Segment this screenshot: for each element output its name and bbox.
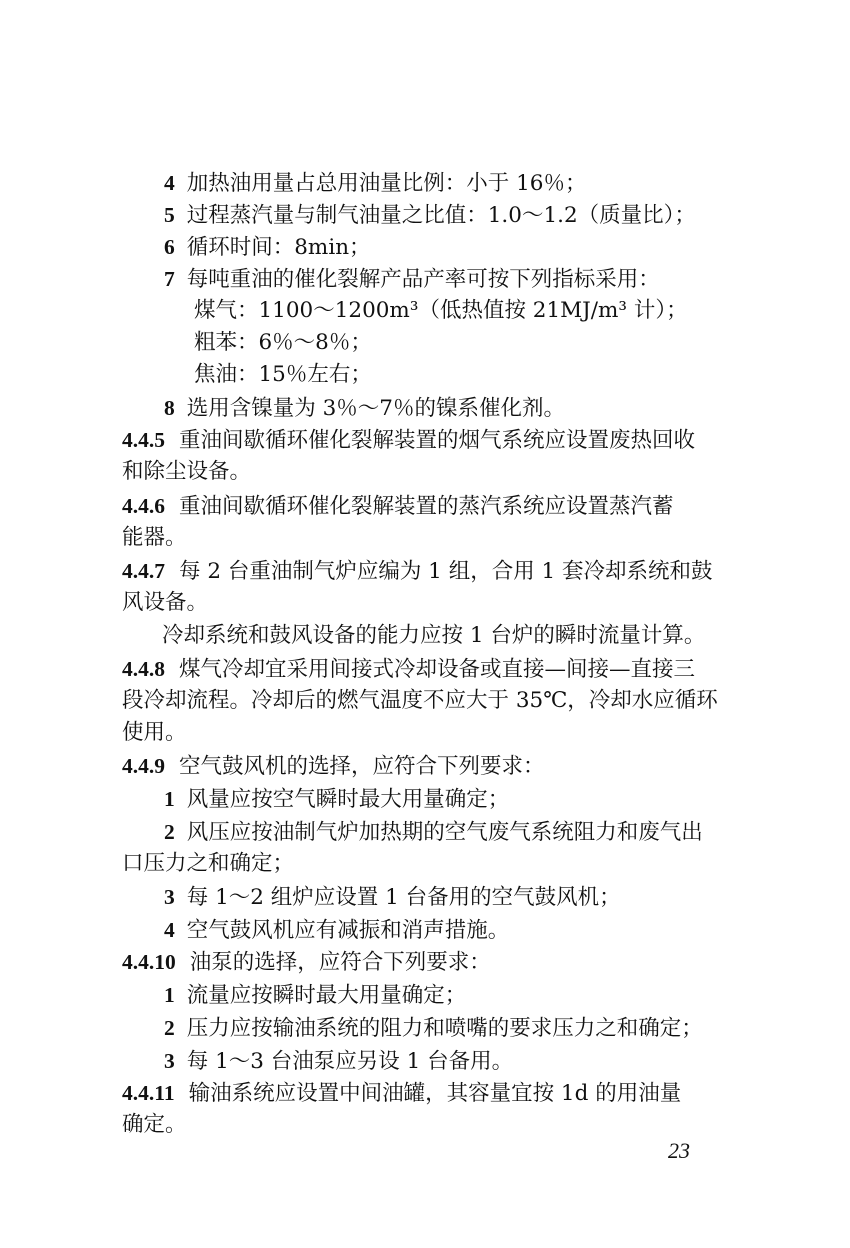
item-text: 风量应按空气瞬时最大用量确定； — [186, 787, 510, 812]
item-text: 循环时间：8min； — [186, 235, 371, 260]
list-item — [164, 200, 764, 231]
clause-number: 4.4.6 — [122, 494, 165, 518]
clause-number: 4.4.8 — [122, 657, 165, 681]
sub-item: 焦油：15％左右； — [194, 362, 372, 387]
item-text: 每 1～2 组炉应设置 1 台备用的空气鼓风机； — [186, 885, 621, 910]
list-item — [164, 1046, 764, 1077]
item-number: 2 — [164, 820, 175, 844]
item-number: 3 — [164, 1049, 175, 1073]
item-text: 每 1～3 台油泵应另设 1 台备用。 — [186, 1049, 514, 1074]
clause-text: 输油系统应设置中间油罐，其容量宜按 1d 的用油量 — [188, 1081, 682, 1106]
list-item — [164, 817, 764, 848]
clause-text: 重油间歇循环催化裂解装置的烟气系统应设置废热回收 — [179, 428, 696, 453]
clause-4-4-5 — [122, 425, 722, 456]
clause-text: 重油间歇循环催化裂解装置的蒸汽系统应设置蒸汽蓄 — [179, 494, 674, 519]
clause-continuation: 和除尘设备。 — [122, 459, 252, 484]
list-item — [164, 168, 764, 199]
list-item — [164, 915, 764, 946]
item-number: 5 — [164, 203, 175, 227]
item-text: 过程蒸汽量与制气油量之比值：1.0～1.2（质量比）； — [186, 203, 696, 228]
clause-4-4-7 — [122, 556, 722, 587]
page-number: 23 — [668, 1138, 690, 1163]
clause-text: 每 2 台重油制气炉应编为 1 组，合用 1 套冷却系统和鼓 — [179, 559, 713, 584]
list-item — [164, 393, 764, 424]
clause-4-4-9 — [122, 751, 722, 782]
clause-4-4-8 — [122, 654, 722, 685]
clause-text: 空气鼓风机的选择，应符合下列要求： — [179, 754, 545, 779]
clause-continuation: 能器。 — [122, 525, 187, 550]
clause-4-4-11 — [122, 1078, 722, 1109]
clause-continuation: 段冷却流程。冷却后的燃气温度不应大于 35℃，冷却水应循环 — [122, 688, 718, 713]
item-text: 压力应按输油系统的阻力和喷嘴的要求压力之和确定； — [186, 1016, 703, 1041]
item-continuation: 口压力之和确定； — [122, 851, 295, 876]
clause-paragraph: 冷却系统和鼓风设备的能力应按 1 台炉的瞬时流量计算。 — [162, 623, 706, 648]
clause-continuation: 确定。 — [122, 1112, 187, 1137]
list-item — [164, 232, 764, 263]
item-number: 8 — [164, 396, 175, 420]
item-text: 空气鼓风机应有减振和消声措施。 — [186, 918, 510, 943]
clause-text: 油泵的选择，应符合下列要求： — [189, 950, 491, 975]
clause-number: 4.4.9 — [122, 754, 165, 778]
item-text: 每吨重油的催化裂解产品产率可按下列指标采用： — [186, 267, 660, 292]
item-number: 3 — [164, 885, 175, 909]
list-item — [164, 784, 764, 815]
item-text: 风压应按油制气炉加热期的空气废气系统阻力和废气出 — [186, 820, 703, 845]
list-item — [164, 1013, 764, 1044]
clause-4-4-10 — [122, 947, 722, 978]
clause-continuation: 使用。 — [122, 720, 187, 745]
clause-number: 4.4.11 — [122, 1081, 175, 1105]
clause-text: 煤气冷却宜采用间接式冷却设备或直接—间接—直接三 — [179, 657, 696, 682]
item-number: 4 — [164, 171, 175, 195]
item-text: 加热油用量占总用油量比例：小于 16％； — [186, 171, 587, 196]
sub-item: 粗苯：6％～8％； — [194, 330, 372, 355]
list-item — [164, 882, 764, 913]
list-item — [164, 264, 764, 295]
item-number: 4 — [164, 918, 175, 942]
item-number: 2 — [164, 1016, 175, 1040]
item-number: 1 — [164, 983, 175, 1007]
item-number: 1 — [164, 787, 175, 811]
item-number: 6 — [164, 235, 175, 259]
item-number: 7 — [164, 267, 175, 291]
clause-number: 4.4.5 — [122, 428, 165, 452]
list-item — [164, 980, 764, 1011]
item-text: 流量应按瞬时最大用量确定； — [186, 983, 467, 1008]
item-text: 选用含镍量为 3％～7％的镍系催化剂。 — [186, 396, 565, 421]
clause-number: 4.4.10 — [122, 950, 176, 974]
clause-4-4-6 — [122, 491, 722, 522]
sub-item: 煤气：1100～1200m³（低热值按 21MJ/m³ 计）； — [194, 298, 688, 323]
clause-continuation: 风设备。 — [122, 590, 209, 615]
clause-number: 4.4.7 — [122, 559, 165, 583]
